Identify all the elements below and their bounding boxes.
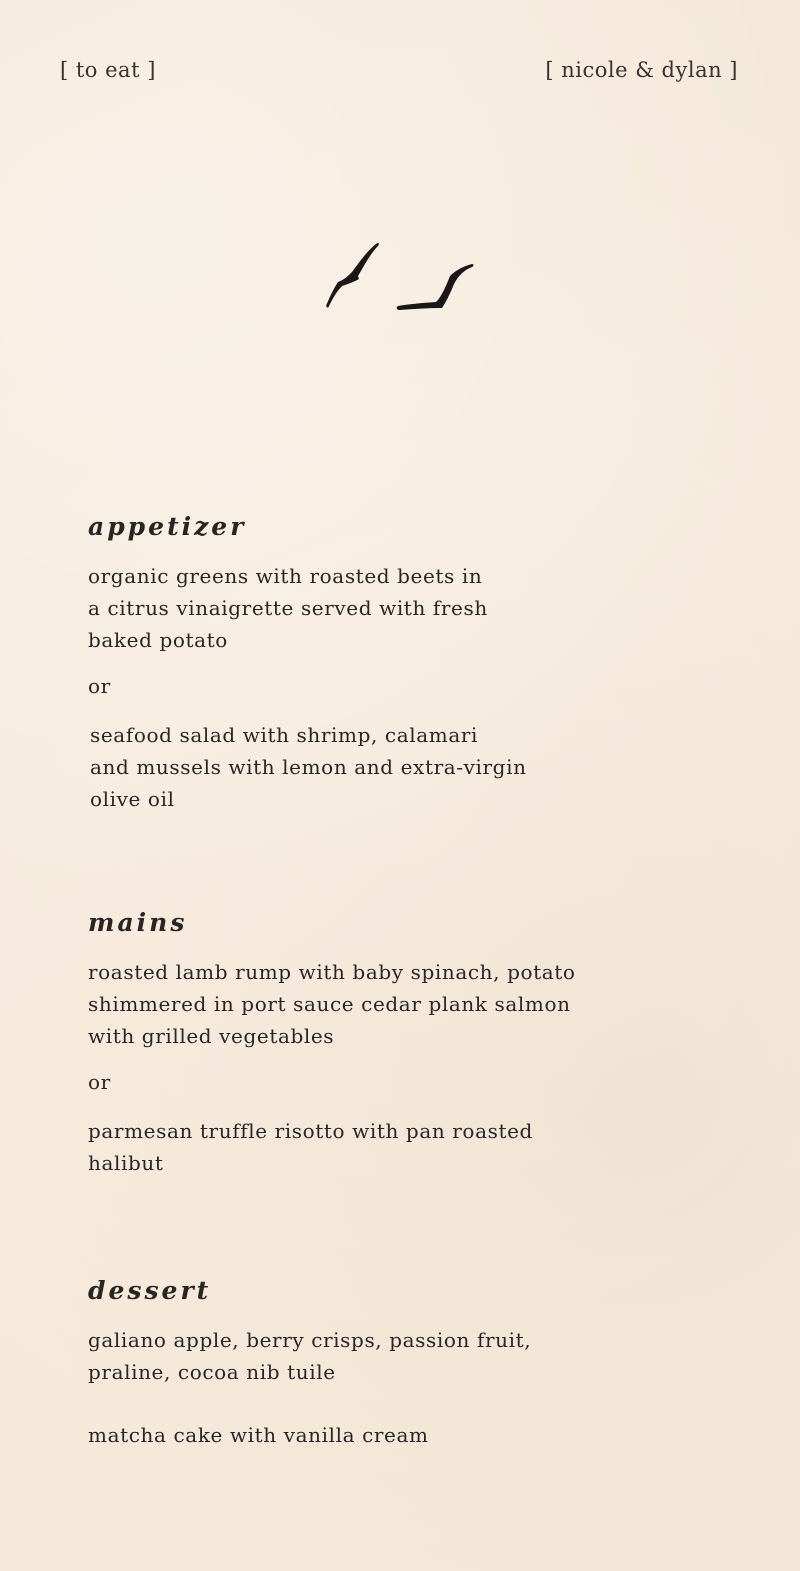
section-mains: [88, 908, 576, 1179]
menu-item: matcha cake with vanilla cream: [88, 1423, 429, 1447]
section-appetizer: [88, 512, 527, 815]
or-separator: or: [88, 1070, 111, 1094]
or-separator: or: [88, 674, 111, 698]
menu-item: galiano apple, berry crisps, passion fruit, praline, cocoa nib tuile: [88, 1328, 532, 1384]
two-birds-icon: [318, 236, 480, 316]
menu-item: organic greens with roasted beets in a citrus vinaigrette served with fresh baked potato: [88, 564, 488, 652]
header-left-label: [ to eat ]: [60, 58, 156, 82]
section-title: dessert: [88, 1276, 212, 1305]
header-right-label: [ nicole & dylan ]: [545, 58, 738, 82]
section-title: mains: [88, 908, 188, 937]
section-title: appetizer: [88, 512, 247, 541]
menu-item: seafood salad with shrimp, calamari and mussels with lemon and extra-virgin olive oil: [90, 723, 527, 811]
menu-item: roasted lamb rump with baby spinach, potato shimmered in port sauce cedar plank salmon with grilled vegetables: [88, 960, 576, 1048]
section-dessert: [88, 1276, 531, 1451]
menu-item: parmesan truffle risotto with pan roasted halibut: [88, 1119, 533, 1175]
